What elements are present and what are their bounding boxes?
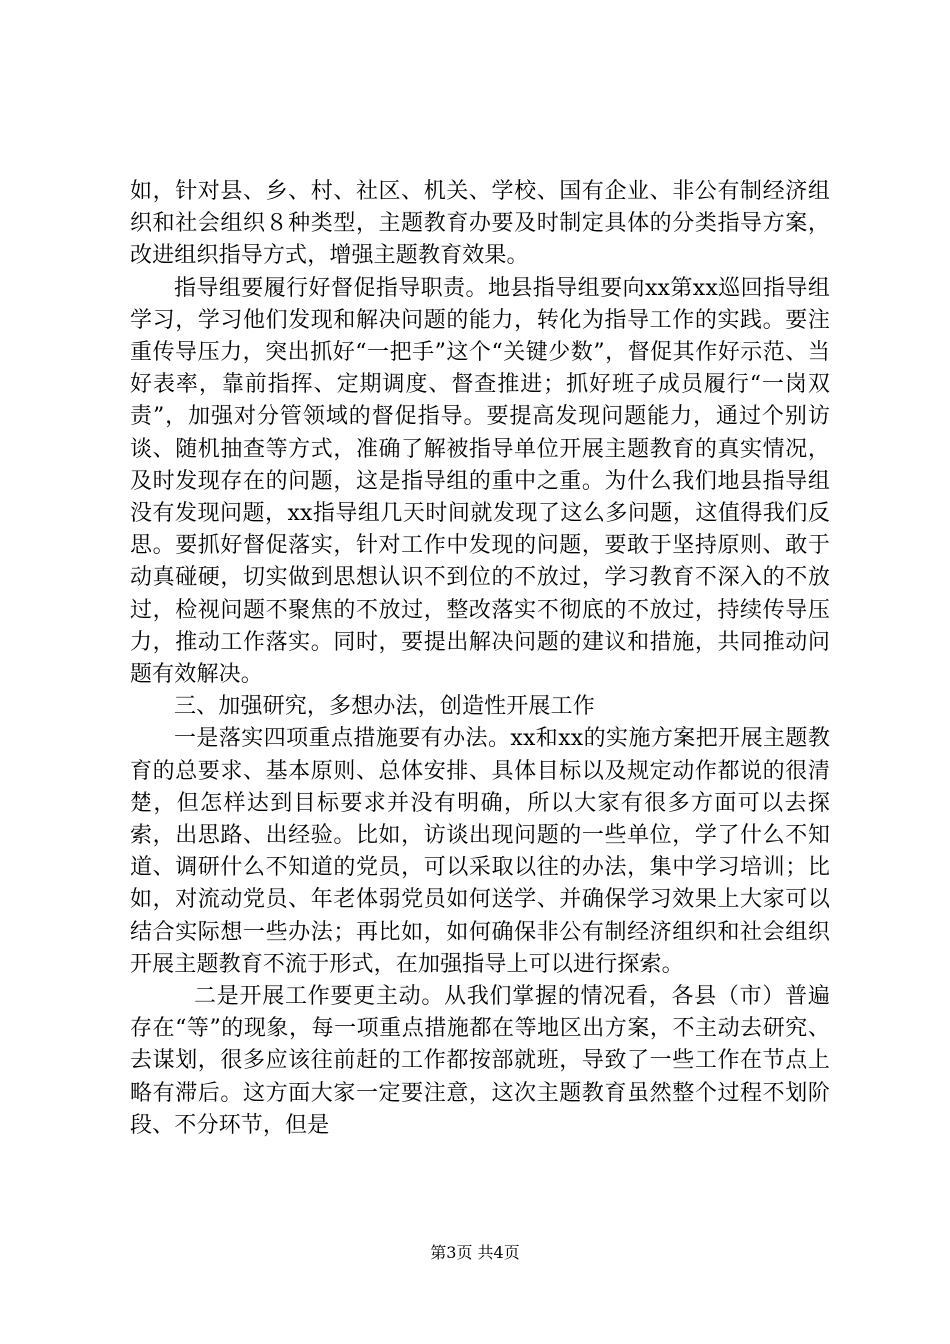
- paragraph-continuation: 如，针对县、乡、村、社区、机关、学校、国有企业、非公有制经济组织和社会组织８种类型，主题教育办要及时制定具体的分类指导方案，改进组织指导方式，增强主题教育效果。: [130, 179, 830, 269]
- paragraph-point-two: 二是开展工作要更主动。从我们掌握的情况看，各县（市）普遍存在“等”的现象，每一项重点措施都在等地区出方案，不主动去研究、去谋划，很多应该往前赶的工作都按部就班，导致了一些工作在节点上略有滞后。这方面大家一定要注意，这次主题教育虽然整个过程不划阶段、不分环节，但是: [130, 984, 830, 1138]
- page-footer: [0, 1243, 950, 1263]
- paragraph-point-one: 一是落实四项重点措施要有办法。xx和xx的实施方案把开展主题教育的总要求、基本原则、总体安排、具体目标以及规定动作都说的很清楚，但怎样达到目标要求并没有明确，所以大家有很多方面可以去探索，出思路、出经验。比如，访谈出现问题的一些单位，学了什么不知道、调研什么不知道的党员，可以采取以往的办法，集中学习培训；比如，对流动党员、年老体弱党员如何送学、并确保学习效果上大家可以结合实际想一些办法；再比如，如何确保非公有制经济组织和社会组织开展主题教育不流于形式，在加强指导上可以进行探索。: [130, 726, 830, 977]
- paragraph-supervision-duty: 指导组要履行好督促指导职责。地县指导组要向xx第xx巡回指导组学习，学习他们发现和解决问题的能力，转化为指导工作的实践。要注重传导压力，突出抓好“一把手”这个“关键少数”，督促其作好示范、当好表率，靠前指挥、定期调度、督查推进；抓好班子成员履行“一岗双责”，加强对分管领域的督促指导。要提高发现问题能力，通过个别访谈、随机抽查等方式，准确了解被指导单位开展主题教育的真实情况，及时发现存在的问题，这是指导组的重中之重。为什么我们地县指导组没有发现问题，xx指导组几天时间就发现了这么多问题，这值得我们反思。要抓好督促落实，针对工作中发现的问题，要敢于坚持原则、敢于动真碰硬，切实做到思想认识不到位的不放过，学习教育不深入的不放过，检视问题不聚焦的不放过，整改落实不彻底的不放过，持续传导压力，推动工作落实。同时，要提出解决问题的建议和措施，共同推动问题有效解决。: [130, 275, 830, 688]
- document-body: [130, 176, 830, 1142]
- section-heading-three: 三、加强研究，多想办法，创造性开展工作: [174, 694, 595, 720]
- page-number-label: 第3页 共4页: [430, 1243, 520, 1262]
